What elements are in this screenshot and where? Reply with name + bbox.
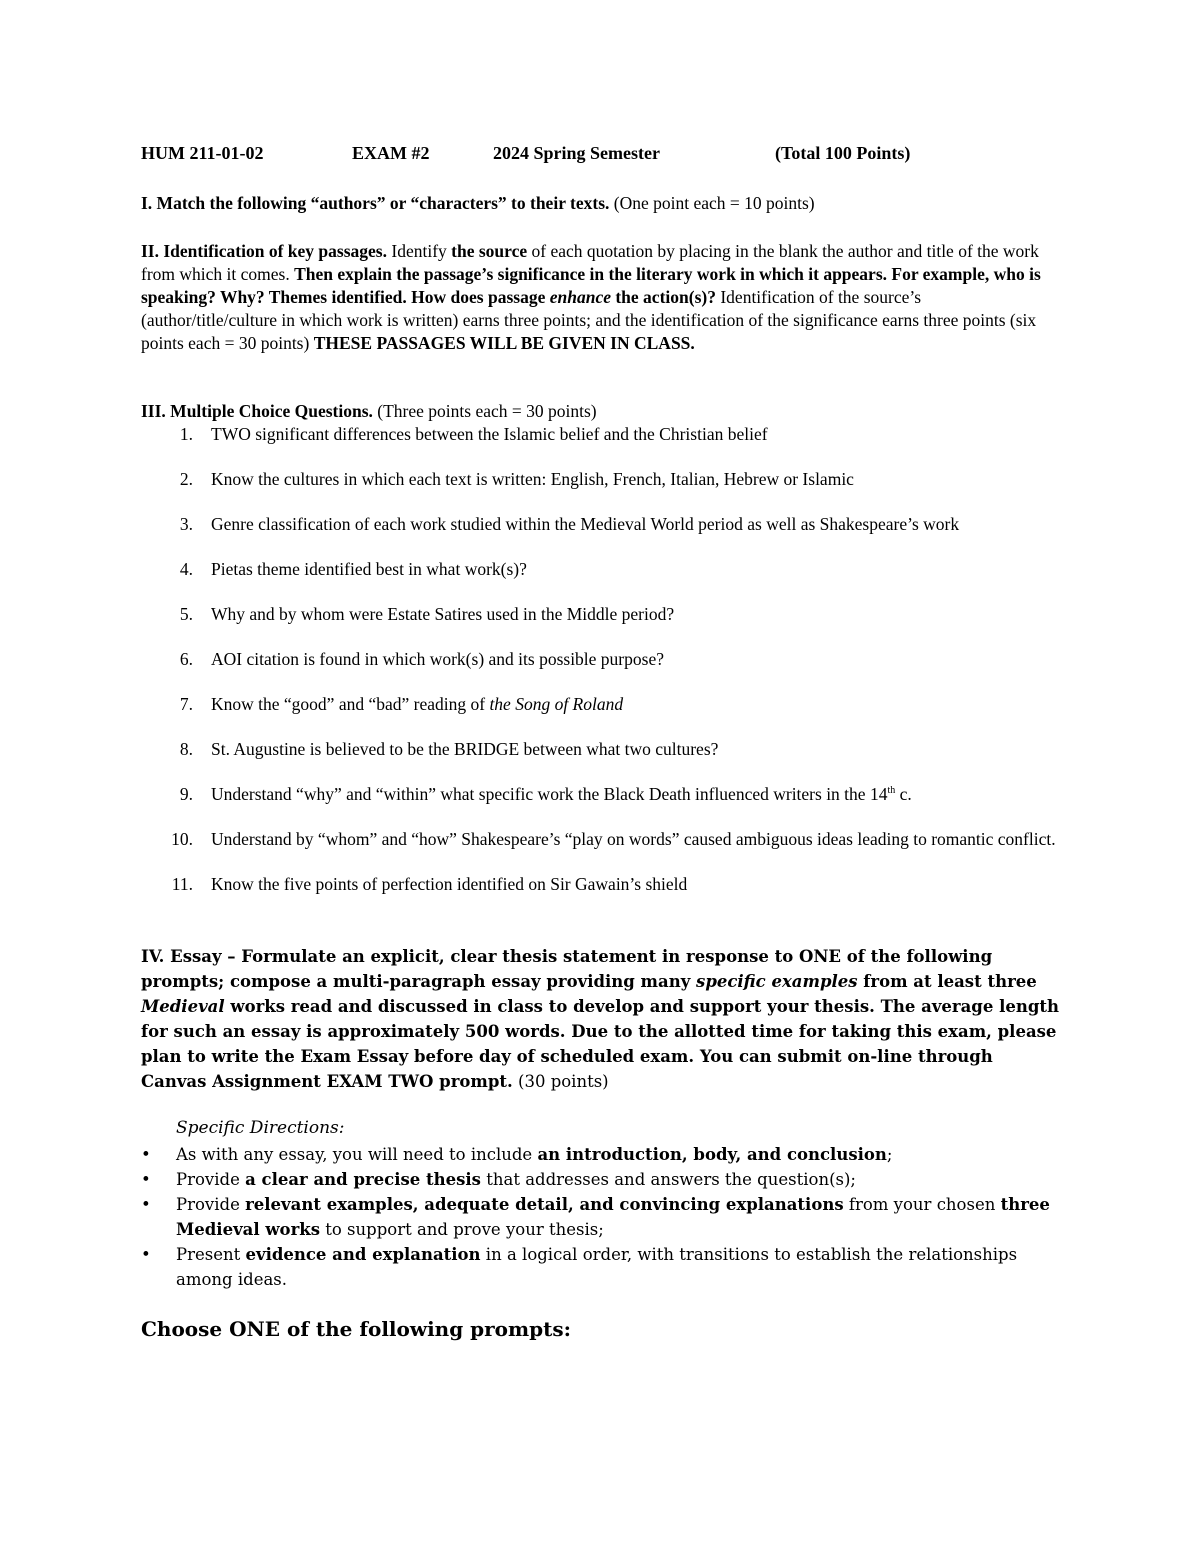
list-item: [141, 693, 1071, 716]
bullet-text-end: ;: [886, 1145, 893, 1164]
item-number: 3.: [179, 514, 193, 534]
bullet-text: As with any essay, you will need to include: [176, 1145, 538, 1164]
section-2-bold-1: the source: [451, 241, 528, 261]
item-text: St. Augustine is believed to be the BRIDGE between what two cultures?: [211, 739, 719, 759]
item-text: Genre classification of each work studied within the Medieval World period as well as Shakespeare’s work: [211, 514, 960, 534]
section-1: [141, 192, 1060, 215]
bullet-text-mid: from your chosen: [843, 1195, 1001, 1214]
semester: 2024 Spring Semester: [493, 143, 660, 163]
section-2-text-1: Identify: [387, 241, 452, 261]
item-superscript: th: [887, 785, 896, 797]
list-item: [141, 1167, 1061, 1192]
section-1-points: (One point each = 10 points): [609, 193, 815, 213]
section-4-bold-3: works read and discussed in class to develop and support your thesis. The average length for such an essay is approximately 500 words. Due to the allotted time for taking this exam, please plan to write the Exam Essay before day of scheduled exam. You can submit on-line through Canvas Assignment EXAM TWO prompt.: [141, 997, 1059, 1091]
item-text: TWO significant differences between the Islamic belief and the Christian belief: [211, 424, 768, 444]
list-item: [141, 603, 1071, 626]
specific-directions-label: Specific Directions:: [176, 1118, 345, 1138]
section-3-heading: III. Multiple Choice Questions.: [141, 401, 373, 421]
item-text: Pietas theme identified best in what work(s)?: [211, 559, 527, 579]
list-item: [141, 423, 1071, 446]
bullet-bold: an introduction, body, and conclusion: [537, 1145, 887, 1164]
section-3-heading-line: [141, 400, 1060, 423]
item-number: 11.: [171, 874, 193, 894]
item-text-end: c.: [895, 784, 912, 804]
list-item: [141, 828, 1071, 851]
list-item: [141, 873, 1071, 896]
bullet-bold: relevant examples, adequate detail, and convincing explanations: [245, 1195, 844, 1214]
section-4-bold-1: IV. Essay – Formulate an explicit, clear thesis statement in response to ONE of the following prompts; compose a multi-paragraph essay providing many: [141, 947, 993, 991]
section-4-bold-2: from at least three: [857, 972, 1037, 991]
bullet-text: Provide: [176, 1195, 246, 1214]
bullet-text: Present: [176, 1245, 246, 1264]
list-item: [141, 648, 1071, 671]
item-number: 9.: [179, 784, 193, 804]
bullet-bold: evidence and explanation: [245, 1245, 481, 1264]
section-1-heading: I. Match the following “authors” or “characters” to their texts.: [141, 193, 610, 213]
item-text-italic: the Song of Roland: [489, 694, 624, 714]
item-number: 8.: [179, 739, 193, 759]
item-number: 4.: [179, 559, 193, 579]
item-number: 10.: [171, 829, 193, 849]
section-3-points: (Three points each = 30 points): [372, 401, 597, 421]
section-2: [141, 240, 1060, 355]
bullet-text-end: in a logical order, with transitions to establish the relationships among ideas.: [176, 1245, 1018, 1289]
bullet-text: Provide: [176, 1170, 246, 1189]
bullet-icon: •: [141, 1170, 151, 1189]
list-item: [141, 783, 1071, 806]
list-item: [141, 1192, 1061, 1242]
section-4-bold-italic-1: specific examples: [696, 972, 858, 991]
section-2-bold-2: Then explain the passage’s significance in the literary work in which it appears. For example, who is speaking? Why? Themes identified. How does passage: [141, 264, 1041, 307]
section-2-bold-4: THESE PASSAGES WILL BE GIVEN IN CLASS.: [313, 333, 695, 353]
section-2-heading: II. Identification of key passages.: [141, 241, 387, 261]
section-2-text-3: Identification of the source’s (author/title/culture in which work is written) earns three points; and the identification of the significance earns three points (six points each = 30 points): [141, 287, 1037, 353]
item-text: Understand “why” and “within” what specific work the Black Death influenced writers in the 14: [211, 784, 888, 804]
course-code: HUM 211-01-02: [141, 143, 264, 163]
item-text: Know the “good” and “bad” reading of: [211, 694, 490, 714]
bullet-icon: •: [141, 1195, 151, 1214]
section-2-bold-3: the action(s)?: [610, 287, 716, 307]
exam-header: [141, 143, 1061, 167]
item-number: 2.: [179, 469, 193, 489]
item-text: Understand by “whom” and “how” Shakespeare’s “play on words” caused ambiguous ideas leading to romantic conflict.: [211, 829, 1056, 849]
bullet-bold-2: three Medieval works: [176, 1195, 1050, 1239]
item-number: 7.: [179, 694, 193, 714]
item-number: 6.: [179, 649, 193, 669]
section-2-text-2: of each quotation by placing in the blank the author and title of the work from which it comes.: [141, 241, 1039, 284]
item-number: 1.: [179, 424, 193, 444]
section-2-bold-italic: enhance: [549, 287, 611, 307]
bullet-text-end: to support and prove your thesis;: [319, 1220, 604, 1239]
section-4-bold-italic-2: Medieval: [141, 997, 225, 1016]
list-item: [141, 513, 1071, 536]
directions-list: [141, 1142, 1061, 1292]
item-text: Why and by whom were Estate Satires used in the Middle period?: [211, 604, 675, 624]
list-item: [141, 738, 1071, 761]
bullet-icon: •: [141, 1145, 151, 1164]
bullet-icon: •: [141, 1245, 151, 1264]
choose-prompt-heading: Choose ONE of the following prompts:: [141, 1317, 572, 1341]
item-text: Know the cultures in which each text is written: English, French, Italian, Hebrew or Islamic: [211, 469, 854, 489]
item-text: Know the five points of perfection identified on Sir Gawain’s shield: [211, 874, 688, 894]
list-item: [141, 468, 1071, 491]
list-item: [141, 558, 1071, 581]
section-4-points: (30 points): [512, 1072, 609, 1091]
item-number: 5.: [179, 604, 193, 624]
exam-number: EXAM #2: [352, 143, 430, 163]
bullet-text-end: that addresses and answers the question(s);: [480, 1170, 856, 1189]
item-text: AOI citation is found in which work(s) and its possible purpose?: [211, 649, 664, 669]
section-4: [141, 944, 1060, 1094]
list-item: [141, 1142, 1061, 1167]
mcq-list: [141, 423, 1071, 918]
list-item: [141, 1242, 1061, 1292]
total-points: (Total 100 Points): [775, 143, 911, 163]
bullet-bold: a clear and precise thesis: [245, 1170, 481, 1189]
